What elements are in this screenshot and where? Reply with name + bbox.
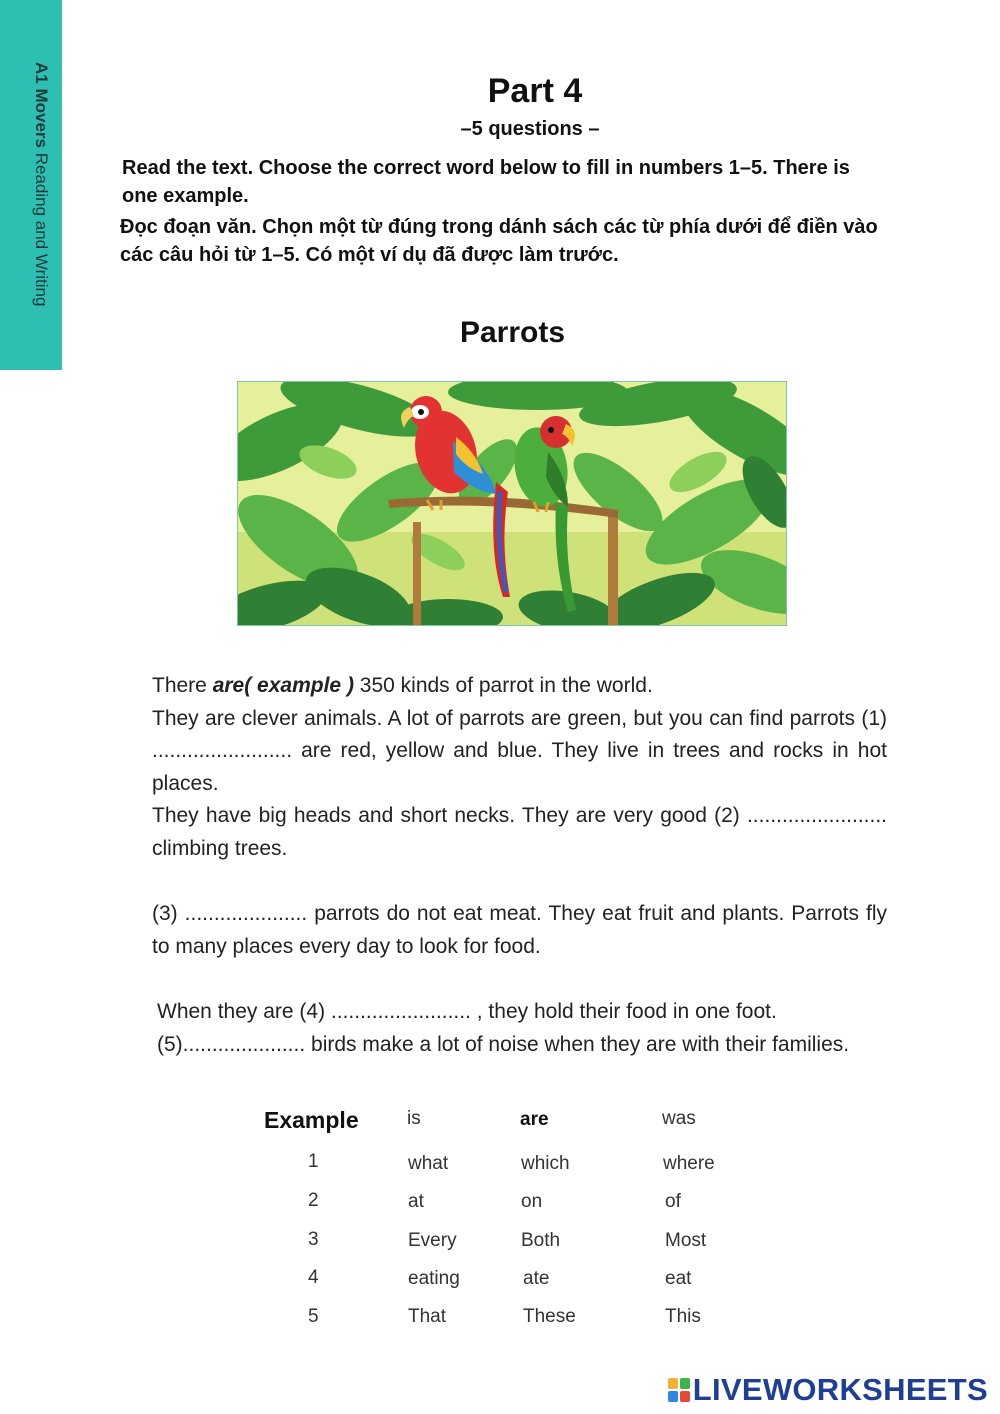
instructions-vietnamese: Đọc đoạn văn. Chọn một từ đúng trong dánh sách các từ phía dưới để điền vào các câu hỏi từ 1–5. Có một ví dụ đã được làm trước.	[120, 216, 878, 266]
liveworksheets-logo[interactable]	[668, 1372, 988, 1408]
passage-paragraph-4: When they are (4) ........................ , they hold their food in one foot.	[157, 999, 777, 1023]
jungle-parrots-image	[238, 382, 787, 626]
answer-option: That	[408, 1306, 447, 1327]
story-passage	[152, 670, 887, 1061]
passage-line-1	[152, 670, 887, 703]
passage-paragraph-1: They are clever animals. A lot of parrots are green, but you can find parrots (1) ........................ are red, yellow and blue. They live in trees and rocks in hot places.	[152, 706, 887, 795]
answer-option: Every	[408, 1230, 457, 1251]
sidebar-label-bold: A1 Movers	[32, 62, 51, 148]
page-subtitle: –5 questions –	[460, 118, 600, 140]
passage-paragraph-3: (3) ..................... parrots do not eat meat. They eat fruit and plants. Parrots fly to many places every day to look for food.	[152, 902, 887, 958]
example-option-1: is	[407, 1108, 421, 1129]
answer-option: of	[665, 1191, 681, 1212]
sidebar-tab	[0, 0, 62, 370]
passage-line-1-end: 350 kinds of parrot in the world.	[353, 674, 653, 697]
example-answer: are( example )	[212, 674, 354, 697]
example-option-3: was	[662, 1108, 696, 1129]
answer-option: at	[408, 1191, 424, 1212]
answer-option: Most	[665, 1230, 707, 1251]
story-title: Parrots	[459, 316, 566, 349]
liveworksheets-logo-icon	[668, 1378, 690, 1402]
passage-paragraph-5: (5)..................... birds make a lot of noise when they are with their families.	[157, 1032, 850, 1056]
answer-option: what	[408, 1153, 449, 1174]
answer-option: which	[521, 1153, 570, 1174]
answer-option: This	[665, 1306, 701, 1327]
answer-option: eat	[665, 1268, 692, 1289]
paragraph-gap	[152, 866, 887, 899]
question-number: 2	[308, 1190, 319, 1211]
answer-option: where	[663, 1153, 715, 1174]
logo-text: LIVEWORKSHEETS	[692, 1372, 988, 1407]
answer-option: Both	[521, 1230, 561, 1251]
page-title: Part 4	[487, 72, 583, 110]
answer-option: These	[523, 1306, 576, 1327]
question-number: 4	[308, 1267, 319, 1288]
passage-line-1-start: There	[152, 674, 213, 697]
example-option-2: are	[520, 1109, 549, 1130]
instructions-english: Read the text. Choose the correct word below to fill in numbers 1–5. There is one example.	[122, 157, 850, 207]
paragraph-gap	[152, 963, 887, 996]
example-label: Example	[264, 1107, 359, 1133]
question-number: 5	[308, 1306, 319, 1327]
sidebar-label-rest: Reading and Writing	[32, 147, 51, 307]
question-number: 3	[308, 1229, 319, 1250]
question-number: 1	[308, 1151, 319, 1172]
answer-option: eating	[408, 1268, 460, 1289]
answer-option: on	[521, 1191, 543, 1212]
parrots-illustration	[237, 381, 787, 626]
answer-option: ate	[523, 1268, 550, 1289]
passage-paragraph-2: They have big heads and short necks. They are very good (2) ........................ climbing trees.	[152, 804, 887, 860]
